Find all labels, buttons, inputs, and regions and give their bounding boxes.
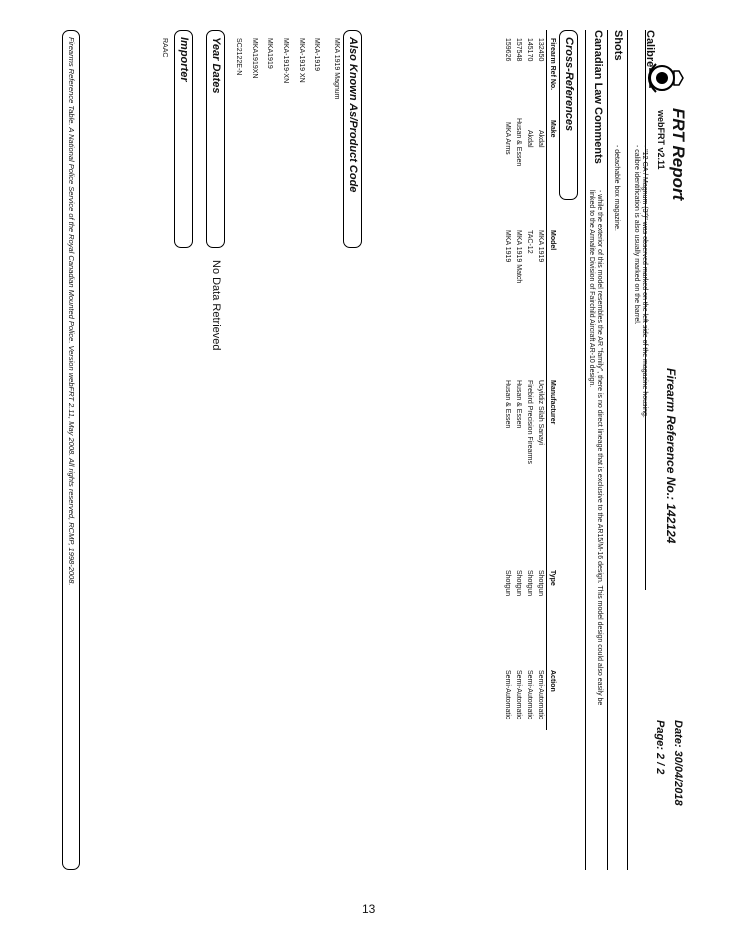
list-item: MKA-1919 XN: [298, 38, 305, 83]
page-indicator: Page: 2 / 2: [654, 720, 666, 775]
report-date: Date: 30/04/2018: [672, 720, 684, 806]
list-item: MKA 1919 Magnum: [333, 38, 340, 100]
list-item: MKA1919XN: [251, 38, 258, 79]
cell-manufacturer: Firebird Precision Firearms: [526, 380, 533, 465]
report-title: FRT Report: [669, 108, 688, 201]
cell-action: Semi-Automatic: [515, 670, 522, 720]
report-subtitle: webFRT v2.11: [656, 110, 666, 170]
cell-model: TAC-12: [526, 230, 533, 254]
law-comments-line-2: linked to the Armalite Division of Fairchild Aircraft AR-10 design.: [588, 190, 595, 388]
list-item: SC2122E-N: [235, 38, 242, 76]
shots-text: - detachable box magazine.: [613, 145, 620, 231]
importer-item: RAAC: [161, 38, 168, 58]
footer-text: Firearms Reference Table. A National Police Service of the Royal Canadian Mounted Police. Version webFRT 2.11, May 2008. All rights reserved, RCMP, 1998-2008.: [67, 37, 76, 586]
cell-make: Akdal: [526, 130, 533, 148]
cell-action: Semi-Automatic: [504, 670, 511, 720]
cell-ref-no: 145170: [526, 38, 533, 62]
cell-type: Shotgun: [537, 570, 544, 597]
cell-type: Shotgun: [504, 570, 511, 597]
also-known-as-section: [343, 30, 362, 248]
cell-model: MKA 1919: [504, 230, 511, 263]
divider: [607, 30, 608, 870]
cell-manufacturer: Ucyildiz Silah Sanayi: [537, 380, 544, 445]
calibre-line-1: - "12 GA / Magnum (3")" was observed marked on the left side of the magazine housing.: [641, 145, 648, 418]
calibre-label: Calibre: [644, 30, 656, 68]
cell-action: Semi-Automatic: [526, 670, 533, 720]
cross-references-section: [559, 30, 578, 200]
cell-manufacturer: Husan & Essen: [504, 380, 511, 429]
cell-action: Semi-Automatic: [537, 670, 544, 720]
law-comments-line-1: - while the exterior of this model resembles the AR "family", there is no direct lineage that is exclusive to the AR15/M-16 design. This model design could also easily be: [596, 190, 603, 706]
cell-make: Husan & Essen: [515, 118, 522, 167]
also-known-as-title: Also Known As/Product Code: [347, 37, 359, 193]
column-header-make: Make: [549, 120, 556, 138]
table-header-rule: [546, 30, 547, 730]
cell-model: MKA 1919 Match: [515, 230, 522, 284]
column-header-action: Action: [549, 670, 556, 692]
column-header-type: Type: [549, 570, 556, 586]
divider: [627, 30, 628, 870]
page-number: 13: [362, 902, 376, 916]
year-dates-title: Year Dates: [210, 37, 222, 94]
column-header-ref-no: Firearm Ref No.: [549, 38, 556, 91]
list-item: MKA-1919-XN: [282, 38, 289, 84]
cross-references-title: Cross-References: [563, 37, 575, 132]
importer-title: Importer: [178, 37, 190, 82]
shots-label: Shots: [612, 30, 624, 61]
cell-make: Akdal: [537, 130, 544, 148]
firearm-reference-number: Firearm Reference No.: 142124: [664, 368, 678, 544]
cell-ref-no: 159626: [504, 38, 511, 62]
list-item: MKA-1919: [313, 38, 320, 72]
calibre-line-2: - calibre identification is also usually marked on the barrel.: [633, 145, 640, 325]
year-dates-value: No Data Retrieved: [210, 260, 222, 351]
report-footer: [62, 30, 80, 870]
importer-section: [174, 30, 193, 248]
column-header-manufacturer: Manufacturer: [549, 380, 556, 425]
cell-ref-no: 132450: [537, 38, 544, 62]
cell-type: Shotgun: [515, 570, 522, 597]
list-item: MKA1919: [266, 38, 273, 69]
law-comments-label: Canadian Law Comments: [592, 30, 604, 164]
cell-manufacturer: Husan & Essen: [515, 380, 522, 429]
divider: [585, 30, 586, 870]
column-header-model: Model: [549, 230, 556, 251]
cell-make: MKA Arms: [504, 122, 511, 155]
year-dates-section: [206, 30, 225, 248]
cell-ref-no: 157548: [515, 38, 522, 62]
cell-model: MKA 1919: [537, 230, 544, 263]
cell-type: Shotgun: [526, 570, 533, 597]
rotated-report: [40, 30, 690, 870]
